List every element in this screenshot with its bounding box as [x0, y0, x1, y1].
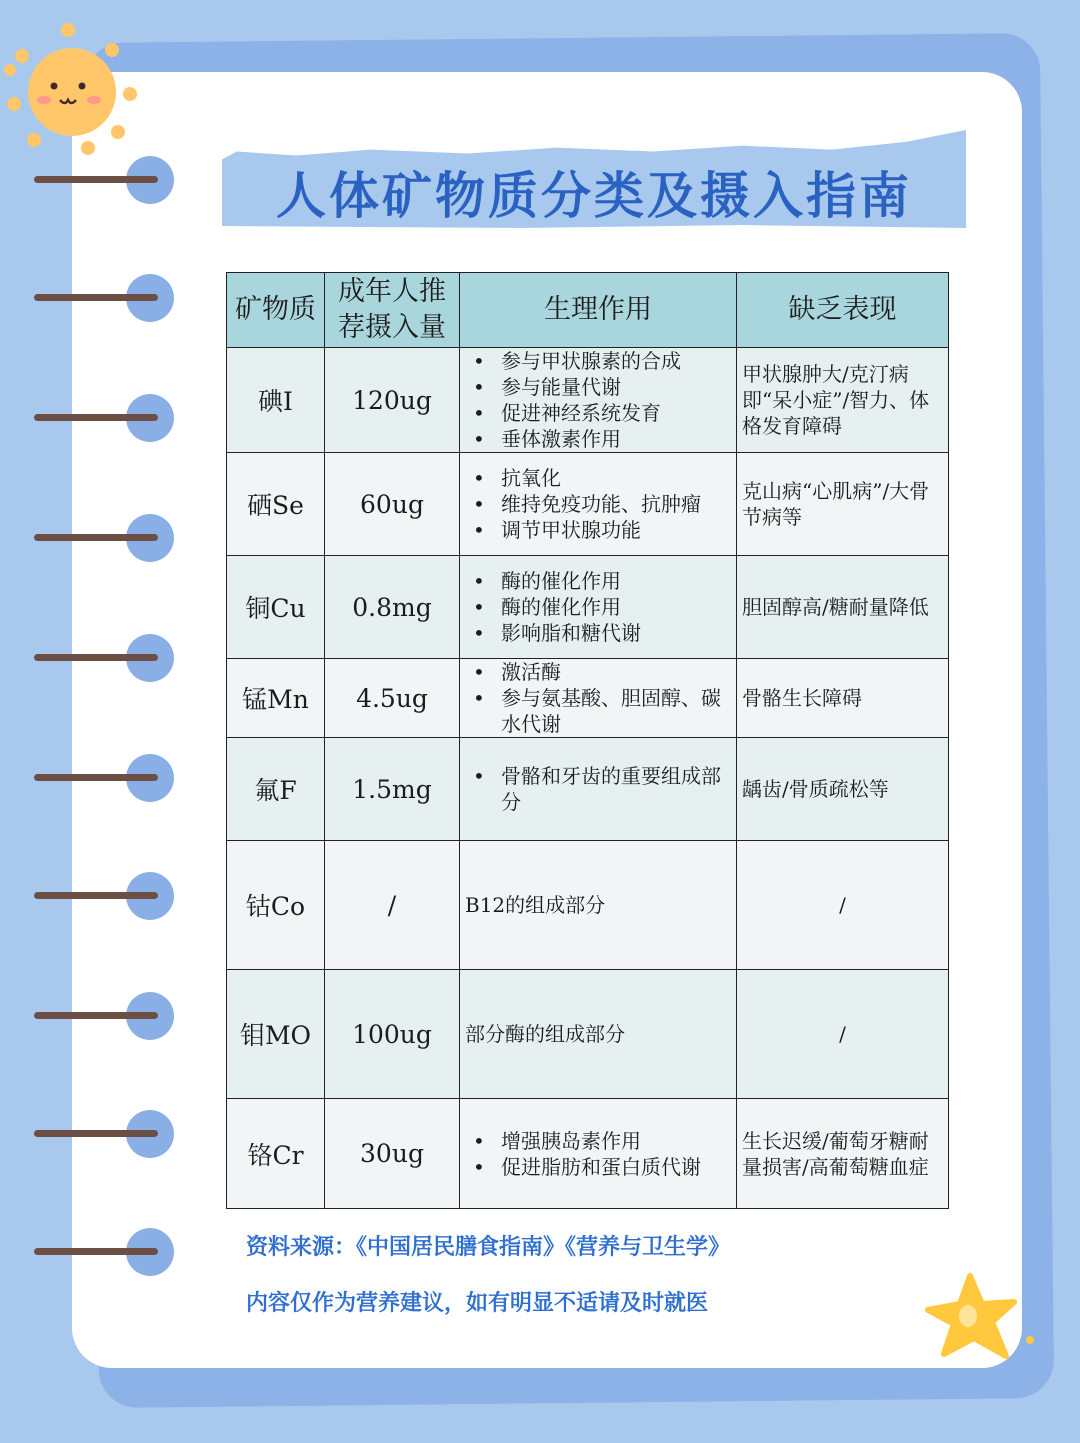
list-item: • 垂体激素作用	[465, 426, 731, 452]
table-row	[227, 453, 949, 556]
deficiency-cell: 甲状腺肿大/克汀病即“呆小症”/智力、体格发育障碍	[737, 348, 949, 453]
header-function: 生理作用	[460, 273, 737, 348]
binder-ring-icon	[30, 274, 180, 326]
mineral-name: 氟F	[227, 738, 325, 841]
deficiency-cell: /	[737, 841, 949, 970]
list-item: • 激活酶	[465, 659, 731, 685]
deficiency-cell: 克山病“心肌病”/大骨节病等	[737, 453, 949, 556]
mineral-name: 碘I	[227, 348, 325, 453]
header-deficiency: 缺乏表现	[737, 273, 949, 348]
binder-rings	[30, 150, 180, 1280]
list-item: • 参与甲状腺素的合成	[465, 348, 731, 374]
page-title: 人体矿物质分类及摄入指南	[276, 167, 912, 225]
binder-ring-icon	[30, 992, 180, 1044]
disclaimer-note: 内容仅作为营养建议，如有明显不适请及时就医	[246, 1291, 709, 1316]
header-mineral: 矿物质	[227, 273, 325, 348]
list-item: • 促进脂肪和蛋白质代谢	[465, 1154, 731, 1180]
binder-ring-icon	[30, 872, 180, 924]
table-row	[227, 659, 949, 738]
table-row	[227, 738, 949, 841]
list-item: • 骨骼和牙齿的重要组成部分	[465, 763, 731, 815]
intake-value: 100ug	[325, 970, 460, 1099]
table-row	[227, 556, 949, 659]
binder-ring-icon	[30, 514, 180, 566]
intake-value: 60ug	[325, 453, 460, 556]
intake-value: 4.5ug	[325, 659, 460, 738]
function-cell	[460, 659, 737, 738]
list-item: • 酶的催化作用	[465, 568, 731, 594]
binder-ring-icon	[30, 394, 180, 446]
binder-ring-icon	[30, 156, 180, 208]
table-header-row	[227, 273, 949, 348]
mineral-name: 硒Se	[227, 453, 325, 556]
intake-value: 1.5mg	[325, 738, 460, 841]
minerals-table	[226, 272, 949, 1209]
table-row	[227, 841, 949, 970]
binder-ring-icon	[30, 1228, 180, 1280]
list-item: • 促进神经系统发育	[465, 400, 731, 426]
deficiency-cell: 骨骼生长障碍	[737, 659, 949, 738]
table-row	[227, 970, 949, 1099]
intake-value: /	[325, 841, 460, 970]
list-item: • 酶的催化作用	[465, 594, 731, 620]
mineral-name: 铜Cu	[227, 556, 325, 659]
table-row	[227, 348, 949, 453]
star-icon	[922, 1270, 1042, 1370]
deficiency-cell: /	[737, 970, 949, 1099]
function-cell	[460, 1099, 737, 1209]
function-cell: B12的组成部分	[460, 841, 737, 970]
intake-value: 0.8mg	[325, 556, 460, 659]
intake-value: 120ug	[325, 348, 460, 453]
list-item: • 增强胰岛素作用	[465, 1128, 731, 1154]
mineral-name: 锰Mn	[227, 659, 325, 738]
list-item: • 参与氨基酸、胆固醇、碳水代谢	[465, 685, 731, 737]
table-row	[227, 1099, 949, 1209]
deficiency-cell: 生长迟缓/葡萄牙糖耐量损害/高葡萄糖血症	[737, 1099, 949, 1209]
list-item: • 维持免疫功能、抗肿瘤	[465, 491, 731, 517]
list-item: • 参与能量代谢	[465, 374, 731, 400]
mineral-name: 钴Co	[227, 841, 325, 970]
function-cell: 部分酶的组成部分	[460, 970, 737, 1099]
deficiency-cell: 龋齿/骨质疏松等	[737, 738, 949, 841]
binder-ring-icon	[30, 754, 180, 806]
function-cell	[460, 738, 737, 841]
list-item: • 影响脂和糖代谢	[465, 620, 731, 646]
list-item: • 调节甲状腺功能	[465, 517, 731, 543]
binder-ring-icon	[30, 634, 180, 686]
binder-ring-icon	[30, 1110, 180, 1162]
mineral-name: 钼MO	[227, 970, 325, 1099]
function-cell	[460, 453, 737, 556]
header-intake: 成年人推荐摄入量	[325, 273, 460, 348]
deficiency-cell: 胆固醇高/糖耐量降低	[737, 556, 949, 659]
sun-icon	[0, 8, 150, 158]
mineral-name: 铬Cr	[227, 1099, 325, 1209]
function-cell	[460, 556, 737, 659]
function-cell	[460, 348, 737, 453]
source-citation: 资料来源：《中国居民膳食指南》《营养与卫生学》	[246, 1235, 731, 1260]
intake-value: 30ug	[325, 1099, 460, 1209]
list-item: • 抗氧化	[465, 465, 731, 491]
